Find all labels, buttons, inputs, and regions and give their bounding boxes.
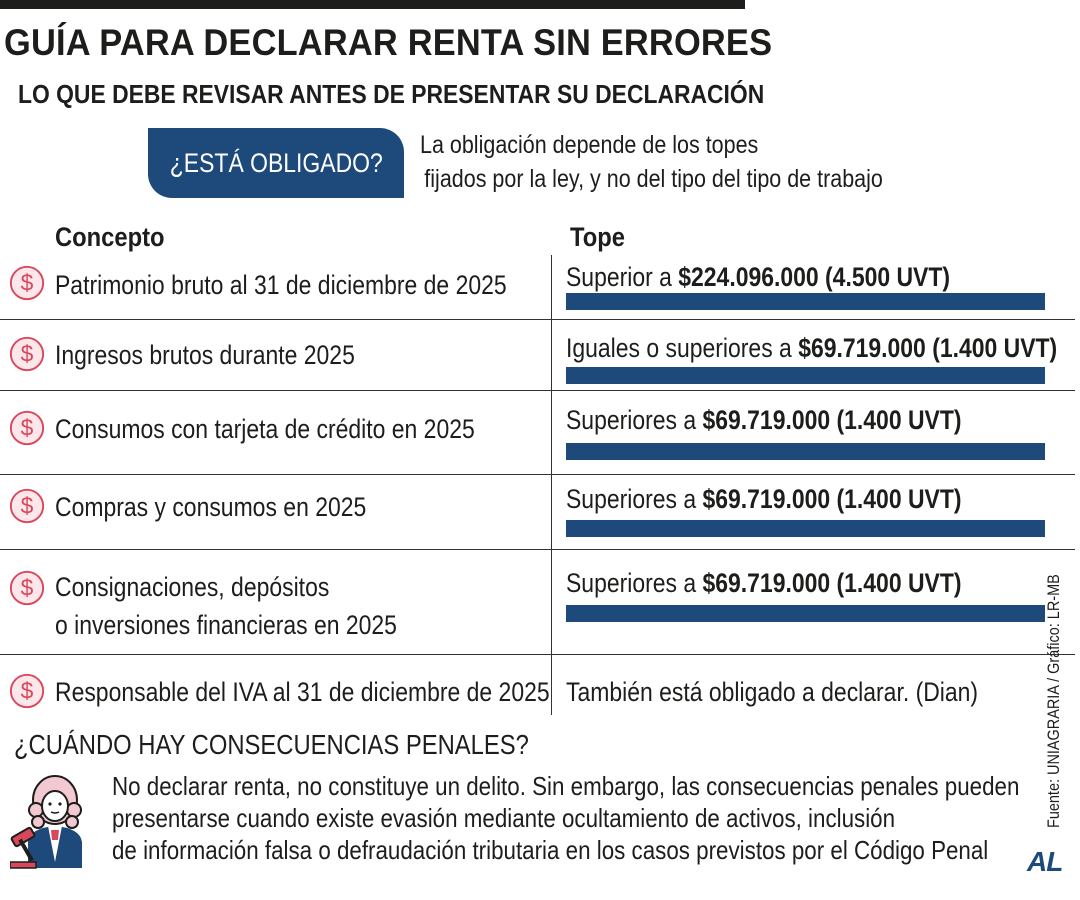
header-concepto: Concepto xyxy=(55,222,165,252)
concept-label-line2: o inversiones financieras en 2025 xyxy=(55,610,397,640)
concept-label xyxy=(55,568,397,644)
tope-bar xyxy=(566,605,1045,622)
tope-bar xyxy=(566,520,1045,537)
row-divider xyxy=(0,390,1075,391)
obligado-text xyxy=(420,128,883,196)
tope-value xyxy=(566,403,962,437)
svg-text:$: $ xyxy=(20,269,34,296)
dollar-circle-icon xyxy=(8,672,46,710)
row-divider xyxy=(0,654,1075,655)
svg-text:$: $ xyxy=(20,414,34,441)
dollar-circle-icon xyxy=(8,569,46,607)
tope-prefix: Superiores a xyxy=(566,568,703,598)
tope-prefix: Iguales o superiores a xyxy=(566,333,799,363)
concept-label: Responsable del IVA al 31 de diciembre de 2025 xyxy=(55,677,550,707)
row-divider xyxy=(0,474,1075,475)
concept-label: Consumos con tarjeta de crédito en 2025 xyxy=(55,414,475,444)
dollar-circle-icon xyxy=(8,264,46,302)
svg-text:$: $ xyxy=(20,492,34,519)
row-divider xyxy=(0,319,1075,320)
tope-prefix: Superiores a xyxy=(566,405,703,435)
tope-text: También está obligado a declarar. (Dian) xyxy=(566,677,979,707)
tope-amount: $69.719.000 (1.400 UVT) xyxy=(702,405,962,435)
tope-bar xyxy=(566,293,1045,310)
tope-prefix: Superior a xyxy=(566,262,679,292)
page-title: GUÍA PARA DECLARAR RENTA SIN ERRORES xyxy=(4,22,773,63)
tope-bar xyxy=(566,367,1045,384)
tope-value xyxy=(566,260,950,294)
tope-amount: $69.719.000 (1.400 UVT) xyxy=(798,333,1058,363)
obligado-badge xyxy=(148,128,404,198)
publication-logo: AL xyxy=(1027,846,1063,877)
penal-section-title: ¿CUÁNDO HAY CONSECUENCIAS PENALES? xyxy=(14,729,529,760)
obligado-text-line2: fijados por la ley, y no del tipo del tipo de trabajo xyxy=(424,165,883,193)
page-subtitle: LO QUE DEBE REVISAR ANTES DE PRESENTAR SU DECLARACIÓN xyxy=(18,79,765,109)
tope-amount: $224.096.000 (4.500 UVT) xyxy=(678,262,951,292)
tope-value xyxy=(566,331,1057,365)
tope-amount: $69.719.000 (1.400 UVT) xyxy=(702,484,962,514)
penal-line1: No declarar renta, no constituye un delito. Sin embargo, las consecuencias penales pueden xyxy=(112,771,1020,801)
row-divider xyxy=(0,549,1075,550)
concept-label: Patrimonio bruto al 31 de diciembre de 2025 xyxy=(55,270,507,300)
obligado-text-line1: La obligación depende de los topes xyxy=(420,131,759,159)
dollar-circle-icon xyxy=(8,335,46,373)
tope-amount: $69.719.000 (1.400 UVT) xyxy=(702,568,962,598)
source-credit: Fuente: UNIAGRARIA / Gráfico: LR-MB xyxy=(1044,574,1063,828)
svg-text:$: $ xyxy=(20,677,34,704)
dollar-circle-icon xyxy=(8,487,46,525)
concept-label: Ingresos brutos durante 2025 xyxy=(55,340,355,370)
tope-bar xyxy=(566,443,1045,460)
tope-value xyxy=(566,566,962,600)
penal-line3: de información falsa o defraudación tributaria en los casos previstos por el Código Penal xyxy=(112,835,989,865)
concept-label-line1: Consignaciones, depósitos xyxy=(55,572,330,602)
judge-icon xyxy=(10,770,100,870)
dollar-circle-icon xyxy=(8,409,46,447)
svg-text:$: $ xyxy=(20,574,34,601)
column-divider xyxy=(551,255,552,715)
obligado-label: ¿ESTÁ OBLIGADO? xyxy=(169,147,383,178)
svg-text:$: $ xyxy=(20,340,34,367)
header-tope: Tope xyxy=(570,222,625,252)
penal-description xyxy=(112,770,1019,866)
top-rule xyxy=(0,0,745,9)
concept-label: Compras y consumos en 2025 xyxy=(55,492,367,522)
tope-prefix: Superiores a xyxy=(566,484,703,514)
tope-value xyxy=(566,482,962,516)
penal-line2: presentarse cuando existe evasión mediante ocultamiento de activos, inclusión xyxy=(112,803,896,833)
